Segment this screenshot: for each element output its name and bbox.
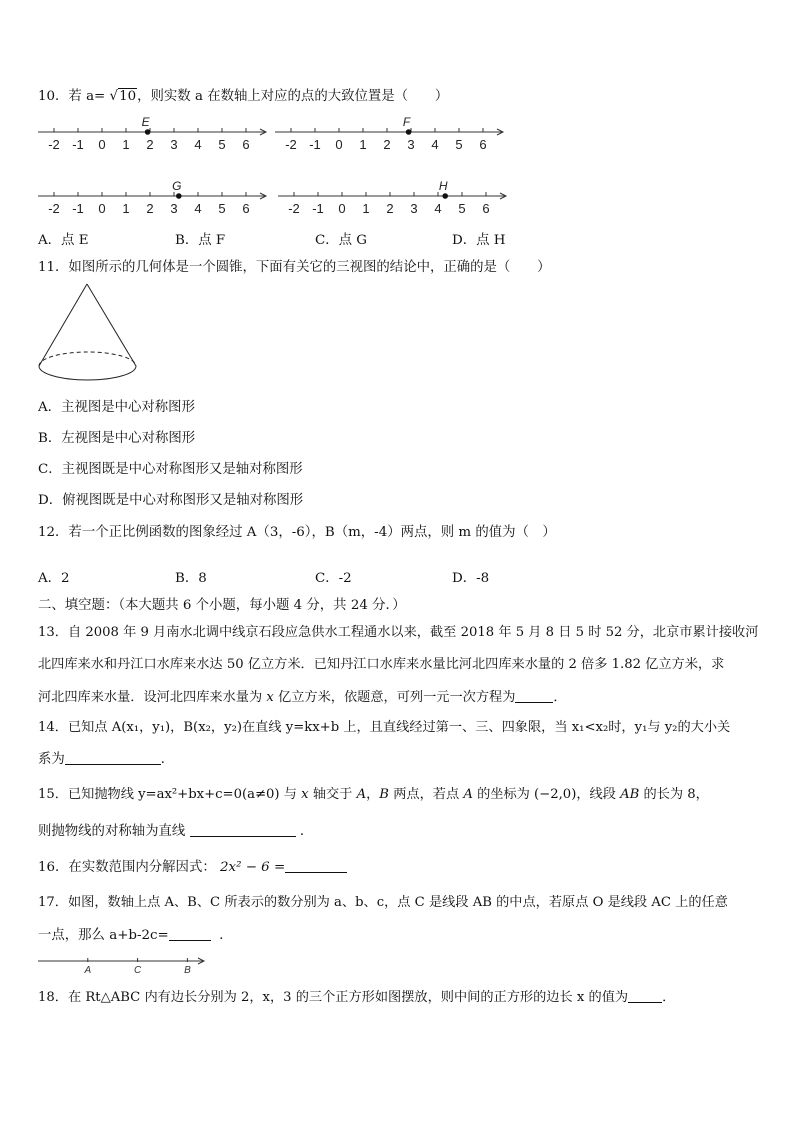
tick-label: 3 — [407, 137, 415, 152]
q11-stem: 11．如图所示的几何体是一个圆锥，下面有关它的三视图的结论中，正确的是（ ） — [38, 260, 551, 275]
q15-sep: ， — [366, 787, 380, 802]
point-f-label: F — [402, 115, 411, 129]
q17-answer-blank[interactable] — [169, 926, 211, 941]
q14-line2 — [38, 750, 174, 769]
point-f-dot — [406, 129, 412, 135]
q15-x-var: x — [301, 787, 309, 802]
point-h-label: H — [438, 179, 448, 193]
tick-label: 4 — [431, 137, 439, 152]
tick-label: 0 — [335, 137, 343, 152]
q11-option-c[interactable]: C．主视图既是中心对称图形又是轴对称图形 — [38, 462, 303, 477]
tick-label: 0 — [98, 201, 106, 216]
q15-text-e: ，线段 — [576, 787, 616, 802]
tick-label: 1 — [122, 201, 130, 216]
tick-label: 4 — [194, 137, 202, 152]
tick-label: 6 — [242, 137, 250, 152]
q10-option-d[interactable]: D．点 H — [452, 233, 506, 248]
q15-line1-head: 15．已知抛物线 y=ax²+bx+c=0(a≠0) 与 — [38, 787, 297, 802]
q10-stem — [38, 88, 448, 106]
sqrt-symbol: √ — [109, 89, 119, 104]
tick-label: 4 — [194, 201, 202, 216]
tick-label: -1 — [72, 201, 84, 216]
q11-option-a[interactable]: A．主视图是中心对称图形 — [38, 400, 195, 415]
tick-label: 4 — [434, 201, 442, 216]
q15-point-b: B — [379, 787, 389, 802]
tick-label: -1 — [312, 201, 324, 216]
q14-answer-blank[interactable] — [65, 750, 161, 765]
q17-number-line — [36, 953, 236, 977]
q13-line2: 北四库来水和丹江口水库来水达 50 亿立方米．已知丹江口水库来水量比河北四库来水量的 2 倍多 1.82 亿立方米，求 — [38, 657, 725, 672]
q15-line2-end: ． — [299, 824, 314, 839]
q10-option-c[interactable]: C．点 G — [315, 233, 367, 248]
tick-label: 1 — [362, 201, 370, 216]
q10-option-a[interactable]: A．点 E — [38, 233, 89, 248]
q15-line1 — [38, 786, 709, 804]
q13-line3 — [38, 688, 567, 707]
q15-line2-head: 则抛物线的对称轴为直线 — [38, 824, 186, 839]
q15-text-b: 轴交于 — [312, 787, 353, 802]
q13-line3-end: ． — [553, 690, 567, 705]
q13-line3-head: 河北四库来水量．设河北四库来水量为 — [38, 690, 263, 705]
tick-label: -2 — [48, 137, 60, 152]
point-g-label: G — [172, 179, 182, 193]
q17-line2 — [38, 926, 233, 945]
q15-text-c: 两点，若点 — [393, 787, 460, 802]
q17-line2-head: 一点，那么 a+b-2c= — [38, 928, 169, 943]
tick-label: 2 — [383, 137, 391, 152]
tick-label: 5 — [458, 201, 466, 216]
tick-label: 2 — [386, 201, 394, 216]
tick-label: 2 — [146, 201, 154, 216]
q17-label-b: B — [184, 965, 191, 976]
q16-equals: = — [269, 860, 286, 875]
q11-option-b[interactable]: B．左视图是中心对称图形 — [38, 431, 196, 446]
tick-label: 1 — [359, 137, 367, 152]
q16-expression: 2x² − 6 — [220, 860, 270, 875]
point-e-dot — [145, 129, 151, 135]
tick-label: 1 — [122, 137, 130, 152]
tick-label: 0 — [98, 137, 106, 152]
q15-text-f: 的长为 8， — [643, 787, 709, 802]
q15-coordinate: (−2,0) — [534, 787, 577, 802]
tick-label: 3 — [170, 137, 178, 152]
q14-line2-head: 系为 — [38, 752, 65, 767]
q17-label-c: C — [133, 965, 142, 976]
tick-label: -2 — [48, 201, 60, 216]
q18-stem: 18．在 Rt△ABC 内有边长分别为 2，x，3 的三个正方形如图摆放，则中间的正方形的边长 x 的值为 — [38, 990, 629, 1005]
q15-line2 — [38, 822, 313, 841]
tick-label: 0 — [338, 201, 346, 216]
tick-label: 3 — [170, 201, 178, 216]
tick-label: -2 — [288, 201, 300, 216]
tick-label: -1 — [309, 137, 321, 152]
tick-label: -2 — [285, 137, 297, 152]
tick-label: 5 — [218, 137, 226, 152]
q14-line2-end: ． — [160, 752, 175, 767]
q10-stem-tail: ，则实数 a 在数轴上对应的点的大致位置是（ ） — [137, 89, 449, 104]
q13-line3-mid: 亿立方米，依题意，可列一元一次方程为 — [278, 690, 516, 705]
point-e-label: E — [141, 115, 150, 129]
tick-label: 5 — [455, 137, 463, 152]
q12-option-a[interactable]: A．2 — [38, 571, 70, 586]
point-g-dot — [176, 193, 182, 199]
q14-line1: 14．已知点 A(x₁，y₁)，B(x₂，y₂)在直线 y=kx+b 上，且直线经过第一、三、四象限，当 x₁<x₂时，y₁与 y₂的大小关 — [38, 720, 731, 735]
q11-option-d[interactable]: D．俯视图既是中心对称图形又是轴对称图形 — [38, 493, 304, 508]
q17-label-a: A — [84, 965, 92, 976]
point-h-dot — [442, 193, 448, 199]
q17-line1: 17．如图，数轴上点 A、B、C 所表示的数分别为 a、b、c，点 C 是线段 AB 的中点，若原点 O 是线段 AC 上的任意 — [38, 895, 728, 910]
tick-label: 3 — [410, 201, 418, 216]
q16-line — [38, 858, 347, 877]
q12-stem: 12．若一个正比例函数的图象经过 A（3，-6），B（m，-4）两点，则 m 的值为（ ） — [38, 525, 556, 540]
tick-label: 6 — [242, 201, 250, 216]
tick-label: 2 — [146, 137, 154, 152]
cone-figure — [35, 280, 145, 390]
q18-answer-blank[interactable] — [628, 988, 662, 1003]
q13-line1: 13．自 2008 年 9 月南水北调中线京石段应急供水工程通水以来，截至 2018 年 5 月 8 日 5 时 52 分，北京市累计接收河 — [38, 625, 759, 640]
tick-label: 6 — [479, 137, 487, 152]
tick-label: -1 — [72, 137, 84, 152]
radicand: 10 — [119, 89, 137, 104]
q18-line — [38, 988, 675, 1007]
section-title: 二、填空题：（本大题共 6 个小题，每小题 4 分，共 24 分．） — [38, 598, 406, 613]
q17-line2-end: ． — [219, 928, 233, 943]
tick-label: 5 — [218, 201, 226, 216]
tick-label: 6 — [482, 201, 490, 216]
q15-answer-blank[interactable] — [190, 822, 296, 837]
q10-option-b[interactable]: B．点 F — [175, 233, 226, 248]
q15-segment-ab: AB — [620, 787, 640, 802]
q13-answer-blank[interactable] — [515, 688, 553, 703]
q13-variable: x — [266, 690, 274, 705]
q16-answer-blank[interactable] — [285, 858, 347, 873]
q12-option-b[interactable]: B．8 — [175, 571, 207, 586]
q15-point-a: A — [356, 787, 367, 802]
q12-option-c[interactable]: C．-2 — [315, 571, 352, 586]
q15-text-d: 的坐标为 — [477, 787, 530, 802]
q18-end: ． — [662, 990, 676, 1005]
q12-option-d[interactable]: D．-8 — [452, 571, 490, 586]
q15-point-a2: A — [463, 787, 473, 802]
q16-stem: 16．在实数范围内分解因式： — [38, 860, 216, 875]
q10-stem-head: 10．若 a= — [38, 89, 110, 104]
